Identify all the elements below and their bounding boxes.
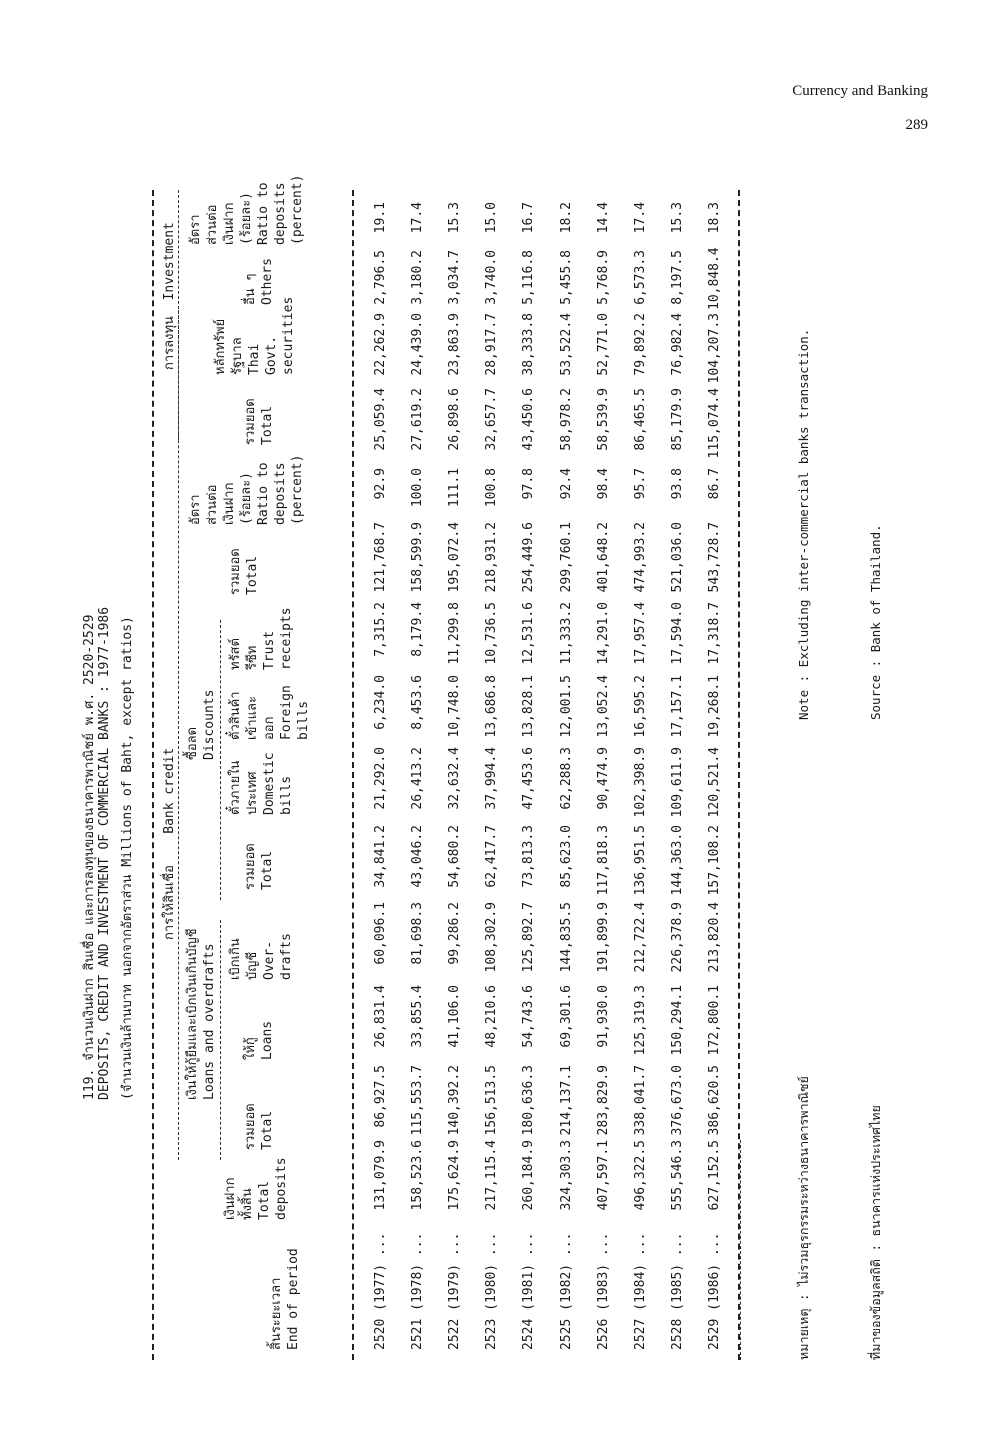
value-cell-inv-total: 115,074.4: [707, 388, 722, 459]
value-cell-bc-total: 521,036.0: [670, 522, 685, 593]
value-cell-gov: 52,771.0: [596, 313, 611, 376]
value-cell-bc-ratio: 92.9: [373, 468, 388, 500]
disc-total-header: รวมยอด Total: [243, 843, 275, 890]
value-cell-deposits: 627,152.5: [707, 1140, 722, 1211]
source-thai: ที่มาของข้อมูลสถิติ : ธนาคารแห่งประเทศไทย: [868, 1105, 883, 1360]
value-cell-domestic: 102,398.9: [633, 747, 648, 818]
rotated-table-page: [72, 170, 922, 1360]
value-cell-overdrafts: 108,302.9: [484, 902, 499, 973]
bc-ratio-header: อัตรา ส่วนต่อ เงินฝาก (ร้อยละ) Ratio to deposits (percent): [188, 454, 305, 525]
value-cell-domestic: 47,453.6: [521, 747, 536, 810]
value-cell-disc-total: 73,813.3: [521, 825, 536, 888]
value-cell-loans: 69,301.6: [559, 985, 574, 1048]
value-cell-overdrafts: 226,378.9: [670, 902, 685, 973]
note-english: Note : Excluding inter-commercial banks transaction.: [796, 328, 811, 720]
value-cell-trust: 10,736.5: [484, 602, 499, 665]
value-cell-inv-total: 32,657.7: [484, 388, 499, 451]
value-cell-inv-total: 26,898.6: [447, 388, 462, 451]
value-cell-others: 10,848.4: [707, 247, 722, 310]
value-cell-inv-ratio: 14.4: [596, 202, 611, 234]
value-cell-bc-total: 158,599.9: [410, 522, 425, 593]
value-cell-overdrafts: 212,722.4: [633, 902, 648, 973]
value-cell-foreign: 13,686.8: [484, 675, 499, 738]
value-cell-lo-total: 376,673.0: [670, 1065, 685, 1136]
value-cell-foreign: 10,748.0: [447, 675, 462, 738]
value-cell-deposits: 496,322.5: [633, 1140, 648, 1211]
value-cell-foreign: 13,828.1: [521, 675, 536, 738]
value-cell-foreign: 6,234.0: [373, 675, 388, 730]
value-cell-gov: 79,892.2: [633, 313, 648, 376]
value-cell-bc-total: 218,931.2: [484, 522, 499, 593]
value-cell-bc-ratio: 97.8: [521, 468, 536, 500]
value-cell-bc-total: 254,449.6: [521, 522, 536, 593]
value-cell-bc-ratio: 100.0: [410, 468, 425, 508]
value-cell-trust: 17,318.7: [707, 602, 722, 665]
value-cell-others: 5,116.8: [521, 250, 536, 305]
value-cell-inv-total: 58,539.9: [596, 388, 611, 451]
value-cell-inv-ratio: 18.3: [707, 202, 722, 234]
investment-rule: [178, 190, 179, 440]
value-cell-disc-total: 54,680.2: [447, 825, 462, 888]
value-cell-others: 3,180.2: [410, 250, 425, 305]
bank-credit-heading: การให้สินเชื่อ Bank credit: [162, 747, 177, 940]
value-cell-others: 3,034.7: [447, 250, 462, 305]
value-cell-domestic: 120,521.4: [707, 747, 722, 818]
value-cell-gov: 53,522.4: [559, 313, 574, 376]
table-title-thai: 119. จำนวนเงินฝาก สินเชื่อ และการลงทุนของธนาคารพาณิชย์ พ.ศ. 2520-2529: [82, 614, 97, 1100]
discounts-header: ซื้อลด Discounts: [185, 689, 217, 760]
value-cell-loans: 172,800.1: [707, 985, 722, 1056]
value-cell-gov: 24,439.0: [410, 313, 425, 376]
value-cell-inv-total: 25,059.4: [373, 388, 388, 451]
value-cell-bc-total: 195,072.4: [447, 522, 462, 593]
value-cell-others: 3,740.0: [484, 250, 499, 305]
discounts-rule: [220, 620, 221, 900]
note-thai: หมายเหตุ : ไม่รวมธุรกรรมระหว่างธนาคารพาณิชย์: [796, 1076, 811, 1360]
value-cell-others: 2,796.5: [373, 250, 388, 305]
value-cell-foreign: 8,453.6: [410, 675, 425, 730]
notes-english: [744, 329, 936, 720]
period-cell: 2523 (1980) ...: [484, 1232, 499, 1350]
inv-ratio-header: อัตรา ส่วนต่อ เงินฝาก (ร้อยละ) Ratio to deposits (percent): [188, 174, 305, 245]
value-cell-disc-total: 34,841.2: [373, 825, 388, 888]
value-cell-domestic: 32,632.4: [447, 747, 462, 810]
value-cell-trust: 17,957.4: [633, 602, 648, 665]
value-cell-bc-total: 401,648.2: [596, 522, 611, 593]
value-cell-gov: 28,917.7: [484, 313, 499, 376]
disc-foreign-header: ตั๋วสินค้า เข้าและ ออก Foreign bills: [228, 685, 311, 740]
value-cell-bc-ratio: 98.4: [596, 468, 611, 500]
source-english: Source : Bank of Thailand.: [868, 524, 883, 720]
inv-gov-header: หลักทรัพย์ รัฐบาล Thai Govt. securities: [213, 296, 296, 375]
inv-total-header: รวมยอด Total: [243, 398, 275, 445]
value-cell-inv-total: 85,179.9: [670, 388, 685, 451]
value-cell-loans: 48,210.6: [484, 985, 499, 1048]
value-cell-inv-ratio: 19.1: [373, 202, 388, 234]
value-cell-foreign: 12,001.5: [559, 675, 574, 738]
loans-overdrafts-header: เงินให้กู้ยืมและเบิกเงินเกินบัญชี Loans and overdrafts: [185, 928, 217, 1100]
period-cell: 2526 (1983) ...: [596, 1232, 611, 1350]
value-cell-gov: 76,982.4: [670, 313, 685, 376]
loans-header: ให้กู้ Loans: [243, 1020, 275, 1060]
value-cell-others: 5,455.8: [559, 250, 574, 305]
value-cell-domestic: 37,994.4: [484, 747, 499, 810]
value-cell-foreign: 13,052.4: [596, 675, 611, 738]
value-cell-disc-total: 144,363.0: [670, 825, 685, 896]
lo-total-header: รวมยอด Total: [243, 1103, 275, 1150]
value-cell-deposits: 324,303.3: [559, 1140, 574, 1211]
value-cell-inv-total: 86,465.5: [633, 388, 648, 451]
value-cell-disc-total: 43,046.2: [410, 825, 425, 888]
notes-rule: [740, 1140, 741, 1360]
page-number: 289: [905, 117, 928, 133]
value-cell-others: 5,768.9: [596, 250, 611, 305]
value-cell-disc-total: 117,818.3: [596, 825, 611, 896]
value-cell-foreign: 17,157.1: [670, 675, 685, 738]
value-cell-overdrafts: 60,096.1: [373, 902, 388, 965]
value-cell-bc-total: 121,768.7: [373, 522, 388, 593]
section-title: Currency and Banking: [792, 83, 928, 99]
period-cell: 2521 (1978) ...: [410, 1232, 425, 1350]
value-cell-inv-total: 58,978.2: [559, 388, 574, 451]
value-cell-trust: 7,315.2: [373, 602, 388, 657]
value-cell-disc-total: 136,951.5: [633, 825, 648, 896]
value-cell-gov: 104,207.3: [707, 313, 722, 384]
value-cell-lo-total: 115,553.7: [410, 1065, 425, 1136]
value-cell-loans: 54,743.6: [521, 985, 536, 1048]
value-cell-loans: 26,831.4: [373, 985, 388, 1048]
value-cell-deposits: 407,597.1: [596, 1140, 611, 1211]
period-cell: 2520 (1977) ...: [373, 1232, 388, 1350]
value-cell-lo-total: 283,829.9: [596, 1065, 611, 1136]
value-cell-gov: 38,333.8: [521, 313, 536, 376]
value-cell-bc-total: 474,993.2: [633, 522, 648, 593]
overdrafts-header: เบิกเกิน บัญชี Over- drafts: [228, 933, 294, 980]
value-cell-deposits: 217,115.4: [484, 1140, 499, 1211]
value-cell-lo-total: 338,041.7: [633, 1065, 648, 1136]
value-cell-overdrafts: 213,820.4: [707, 902, 722, 973]
value-cell-overdrafts: 144,835.5: [559, 902, 574, 973]
value-cell-lo-total: 214,137.1: [559, 1065, 574, 1136]
period-cell: 2522 (1979) ...: [447, 1232, 462, 1350]
period-cell: 2529 (1986) ...: [707, 1232, 722, 1350]
value-cell-lo-total: 140,392.2: [447, 1065, 462, 1136]
value-cell-domestic: 109,611.9: [670, 747, 685, 818]
value-cell-loans: 91,930.0: [596, 985, 611, 1048]
value-cell-bc-total: 299,760.1: [559, 522, 574, 593]
period-cell: 2524 (1981) ...: [521, 1232, 536, 1350]
value-cell-overdrafts: 125,892.7: [521, 902, 536, 973]
value-cell-disc-total: 62,417.7: [484, 825, 499, 888]
value-cell-inv-ratio: 17.4: [410, 202, 425, 234]
value-cell-lo-total: 156,513.5: [484, 1065, 499, 1136]
value-cell-overdrafts: 99,286.2: [447, 902, 462, 965]
value-cell-disc-total: 85,623.0: [559, 825, 574, 888]
value-cell-deposits: 555,546.3: [670, 1140, 685, 1211]
period-cell: 2527 (1984) ...: [633, 1232, 648, 1350]
header-rule: [352, 190, 354, 1360]
value-cell-inv-ratio: 15.3: [447, 202, 462, 234]
end-of-period-header: สิ้นระยะเวลา End of period: [269, 1248, 301, 1350]
value-cell-deposits: 175,624.9: [447, 1140, 462, 1211]
value-cell-gov: 22,262.9: [373, 313, 388, 376]
total-deposits-header: เงินฝาก ทั้งสิ้น Total deposits: [223, 1157, 289, 1220]
value-cell-bc-ratio: 86.7: [707, 468, 722, 500]
value-cell-loans: 150,294.1: [670, 985, 685, 1056]
value-cell-deposits: 131,079.9: [373, 1140, 388, 1211]
value-cell-inv-total: 27,619.2: [410, 388, 425, 451]
value-cell-lo-total: 180,636.3: [521, 1065, 536, 1136]
investment-heading: การลงทุน Investment: [162, 222, 177, 370]
value-cell-gov: 23,863.9: [447, 313, 462, 376]
value-cell-trust: 12,531.6: [521, 602, 536, 665]
value-cell-foreign: 16,595.2: [633, 675, 648, 738]
value-cell-bc-total: 543,728.7: [707, 522, 722, 593]
value-cell-inv-total: 43,450.6: [521, 388, 536, 451]
value-cell-foreign: 19,268.1: [707, 675, 722, 738]
value-cell-trust: 11,299.8: [447, 602, 462, 665]
disc-domestic-header: ตั๋วภายใน ประเทศ Domestic bills: [228, 752, 294, 815]
value-cell-bc-ratio: 100.8: [484, 468, 499, 508]
value-cell-inv-ratio: 18.2: [559, 202, 574, 234]
bc-total-header: รวมยอด Total: [228, 548, 260, 595]
value-cell-overdrafts: 81,698.3: [410, 902, 425, 965]
value-cell-inv-ratio: 15.3: [670, 202, 685, 234]
value-cell-lo-total: 386,620.5: [707, 1065, 722, 1136]
top-rule: [152, 190, 154, 1360]
value-cell-inv-ratio: 15.0: [484, 202, 499, 234]
value-cell-inv-ratio: 16.7: [521, 202, 536, 234]
value-cell-trust: 11,333.2: [559, 602, 574, 665]
table-title-english: DEPOSITS, CREDIT AND INVESTMENT OF COMMERCIAL BANKS : 1977-1986: [97, 606, 112, 1100]
value-cell-overdrafts: 191,899.9: [596, 902, 611, 973]
value-cell-loans: 33,855.4: [410, 985, 425, 1048]
period-cell: 2525 (1982) ...: [559, 1232, 574, 1350]
value-cell-bc-ratio: 111.1: [447, 468, 462, 508]
value-cell-domestic: 26,413.2: [410, 747, 425, 810]
value-cell-inv-ratio: 17.4: [633, 202, 648, 234]
value-cell-bc-ratio: 93.8: [670, 468, 685, 500]
value-cell-trust: 8,179.4: [410, 602, 425, 657]
value-cell-bc-ratio: 92.4: [559, 468, 574, 500]
value-cell-trust: 17,594.0: [670, 602, 685, 665]
inv-others-header: อื่น ๆ Others: [243, 258, 275, 305]
period-cell: 2528 (1985) ...: [670, 1232, 685, 1350]
value-cell-domestic: 62,288.3: [559, 747, 574, 810]
value-cell-deposits: 260,184.9: [521, 1140, 536, 1211]
value-cell-disc-total: 157,108.2: [707, 825, 722, 896]
value-cell-trust: 14,291.0: [596, 602, 611, 665]
value-cell-others: 6,573.3: [633, 250, 648, 305]
value-cell-loans: 125,319.3: [633, 985, 648, 1056]
notes-thai: [744, 1076, 936, 1360]
table-unit-note: (จำนวนเงินล้านบาท นอกจากอัตราส่วน Millions of Baht, except ratios): [120, 616, 135, 1100]
value-cell-domestic: 90,474.9: [596, 747, 611, 810]
value-cell-domestic: 21,292.0: [373, 747, 388, 810]
value-cell-loans: 41,106.0: [447, 985, 462, 1048]
disc-trust-header: ทรัสต์ รีซีท Trust receipts: [228, 607, 294, 670]
value-cell-lo-total: 86,927.5: [373, 1065, 388, 1128]
loans-rule: [220, 920, 221, 1160]
value-cell-bc-ratio: 95.7: [633, 468, 648, 500]
value-cell-others: 8,197.5: [670, 250, 685, 305]
value-cell-deposits: 158,523.6: [410, 1140, 425, 1211]
page-header: [792, 74, 928, 142]
